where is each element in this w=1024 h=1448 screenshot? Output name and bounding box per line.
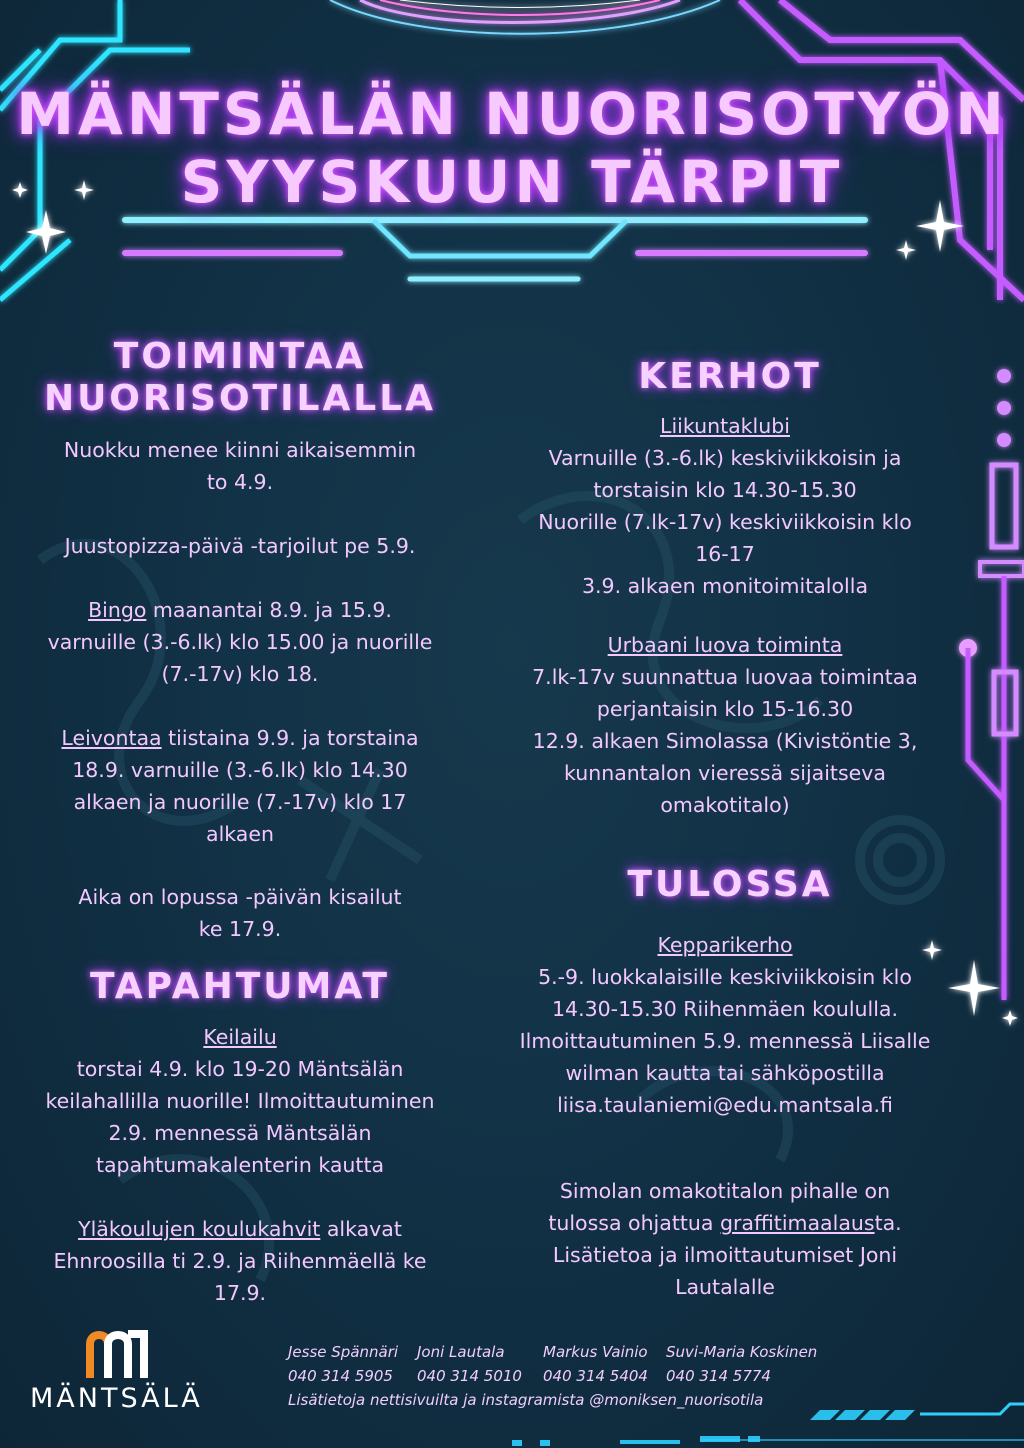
text-line: 12.9. alkaen Simolassa (Kivistöntie 3, xyxy=(532,729,918,753)
logo-text: MÄNTSÄLÄ xyxy=(30,1383,203,1414)
liikuntaklubi-section xyxy=(505,410,945,602)
keilailu-title[interactable]: Keilailu xyxy=(203,1025,277,1049)
toiminta-heading xyxy=(40,336,440,420)
text-line: Juustopizza-päivä -tarjoilut pe 5.9. xyxy=(64,534,416,558)
toiminta-item-1 xyxy=(30,434,450,498)
mantsala-logo-icon xyxy=(86,1330,148,1380)
toiminta-item-leivontaa xyxy=(30,722,450,850)
contact-phone[interactable]: 040 314 5010 xyxy=(417,1367,522,1385)
page-title-line1: MÄNTSÄLÄN NUORISOTYÖN xyxy=(16,80,1008,148)
text-line: to 4.9. xyxy=(206,470,274,494)
text-line: Aika on lopussa -päivän kisailut xyxy=(78,885,402,909)
text-line: perjantaisin klo 15-16.30 xyxy=(596,697,854,721)
text-line: 5.-9. luokkalaisille keskiviikkoisin klo xyxy=(538,965,912,989)
text-line: 2.9. mennessä Mäntsälän xyxy=(108,1121,372,1145)
liikuntaklubi-title[interactable]: Liikuntaklubi xyxy=(660,414,790,438)
text-segment: tiistaina 9.9. ja torstaina xyxy=(161,726,419,750)
bingo-link[interactable]: Bingo xyxy=(88,598,147,622)
text-line: alkaen xyxy=(206,822,274,846)
contact-phone[interactable]: 040 314 5774 xyxy=(666,1367,771,1385)
koulukahvit-link[interactable]: Yläkoulujen koulukahvit xyxy=(78,1217,321,1241)
contact-name: Suvi-Maria Koskinen xyxy=(666,1343,818,1361)
text-line: Simolan omakotitalon pihalle on xyxy=(559,1179,891,1203)
text-line: 7.lk-17v suunnattua luovaa toimintaa xyxy=(532,665,918,689)
toiminta-item-5 xyxy=(30,881,450,945)
contacts xyxy=(288,1340,817,1412)
text-line: tapahtumakalenterin kautta xyxy=(95,1153,385,1177)
text-line: torstaisin klo 14.30-15.30 xyxy=(593,478,857,502)
text-line: 3.9. alkaen monitoimitalolla xyxy=(581,574,869,598)
text-line: Ilmoittautuminen 5.9. mennessä Liisalle xyxy=(519,1029,931,1053)
graffiti-link[interactable]: graffitimaalaus xyxy=(719,1211,875,1235)
contact-name: Markus Vainio xyxy=(543,1343,648,1361)
text-line: Lisätietoa ja ilmoittautumiset Joni xyxy=(552,1243,898,1267)
text-line: 16-17 xyxy=(695,542,755,566)
toiminta-item-2 xyxy=(30,530,450,562)
contact-phones-row xyxy=(288,1364,817,1388)
text-line: (7.-17v) klo 18. xyxy=(161,662,319,686)
text-line: 14.30-15.30 Riihenmäen koululla. xyxy=(551,997,898,1021)
contact-phone[interactable]: 040 314 5905 xyxy=(288,1367,393,1385)
urbaani-title[interactable]: Urbaani luova toiminta xyxy=(607,633,843,657)
logo-white-stroke xyxy=(108,1335,128,1378)
text-segment: tulossa ohjattua xyxy=(548,1211,720,1235)
leivontaa-link[interactable]: Leivontaa xyxy=(61,726,162,750)
text-line: wilman kautta tai sähköpostilla xyxy=(565,1061,885,1085)
text-line: torstai 4.9. klo 19-20 Mäntsälän xyxy=(76,1057,404,1081)
tapahtumat-heading: TAPAHTUMAT xyxy=(90,966,390,1007)
email-link[interactable]: liisa.taulaniemi@edu.mantsala.fi xyxy=(557,1093,893,1117)
text-line: 17.9. xyxy=(213,1281,267,1305)
text-line: Lautalalle xyxy=(675,1275,775,1299)
text-line: Ehnroosilla ti 2.9. ja Riihenmäellä ke xyxy=(53,1249,427,1273)
urbaani-section xyxy=(505,629,945,821)
keilailu-section xyxy=(20,1021,460,1181)
text-line: Varnuille (3.-6.lk) keskiviikkoisin ja xyxy=(548,446,902,470)
text-segment: alkavat xyxy=(320,1217,402,1241)
contact-names-row xyxy=(288,1340,817,1364)
text-line: ke 17.9. xyxy=(198,917,282,941)
toiminta-heading-line1: TOIMINTAA xyxy=(113,336,367,377)
text-line: Nuokku menee kiinni aikaisemmin xyxy=(63,438,417,462)
contacts-footer: Lisätietoja nettisivuilta ja instagramista @moniksen_nuorisotila xyxy=(288,1391,764,1409)
contact-name: Joni Lautala xyxy=(417,1343,505,1361)
toiminta-item-bingo xyxy=(30,594,450,690)
text-line: keilahallilla nuorille! Ilmoittautuminen xyxy=(45,1089,435,1113)
text-line: kunnantalon vieressä sijaitseva xyxy=(564,761,886,785)
graffiti-section xyxy=(505,1175,945,1303)
text-segment: ta. xyxy=(874,1211,902,1235)
text-line: Nuorille (7.lk-17v) keskiviikkoisin klo xyxy=(538,510,912,534)
tulossa-heading: TULOSSA xyxy=(627,864,833,905)
contact-phone[interactable]: 040 314 5404 xyxy=(543,1367,648,1385)
page-title-line2: SYYSKUUN TÄRPIT xyxy=(180,148,844,216)
text-line: varnuille (3.-6.lk) klo 15.00 ja nuorille xyxy=(47,630,433,654)
text-segment: maanantai 8.9. ja 15.9. xyxy=(146,598,392,622)
text-line: alkaen ja nuorille (7.-17v) klo 17 xyxy=(73,790,407,814)
toiminta-heading-line2: NUORISOTILALLA xyxy=(43,378,437,419)
kepparikerho-section xyxy=(505,929,945,1121)
kepparikerho-title[interactable]: Kepparikerho xyxy=(657,933,793,957)
contact-name: Jesse Spännäri xyxy=(288,1343,399,1361)
text-line: 18.9. varnuille (3.-6.lk) klo 14.30 xyxy=(72,758,408,782)
text-line: omakotitalo) xyxy=(660,793,790,817)
koulukahvit-section xyxy=(20,1213,460,1309)
kerhot-heading: KERHOT xyxy=(638,356,822,397)
